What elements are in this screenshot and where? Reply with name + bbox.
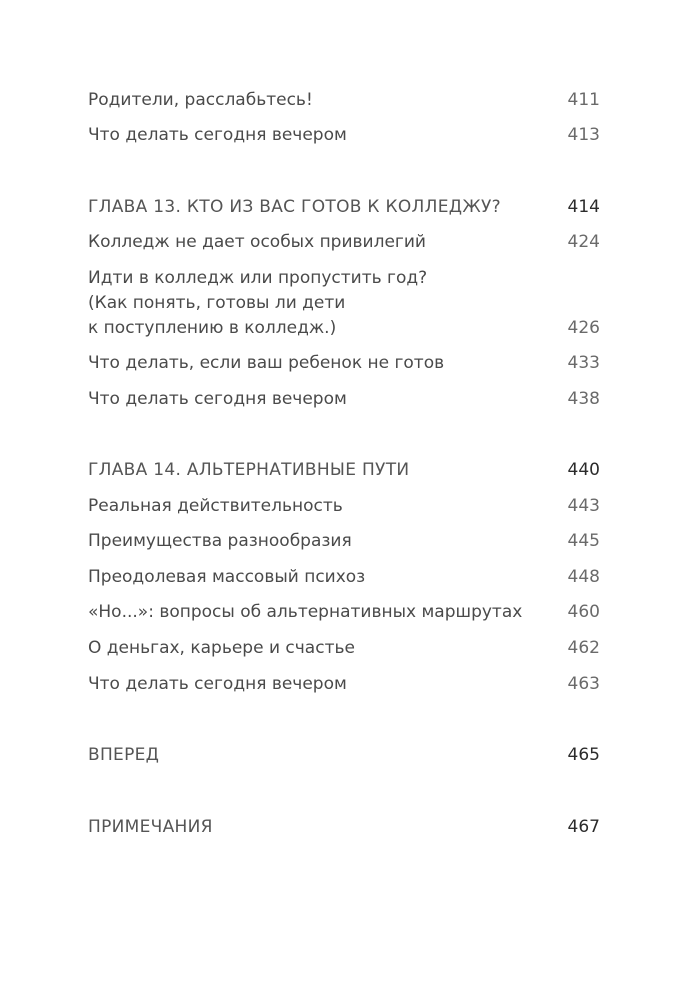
toc-entry-tonight-2 (88, 387, 600, 412)
toc-entry-title: О деньгах, карьере и счастье (88, 638, 355, 658)
toc-entry-page: 438 (567, 389, 600, 409)
toc-entry-page: 460 (567, 602, 600, 622)
toc-entry-page: 463 (567, 674, 600, 694)
toc-entry-title: Преимущества разнообразия (88, 531, 352, 551)
toc-entry-title: Идти в колледж или пропустить год? (Как понять, готовы ли дети к поступлению в колледж.) (88, 268, 428, 338)
toc-entry-page: 426 (567, 318, 600, 338)
toc-entry-mass-psychosis (88, 565, 600, 590)
toc-entry-money-career (88, 636, 600, 661)
toc-entry-title: Что делать сегодня вечером (88, 389, 347, 409)
toc-chapter-14 (88, 458, 600, 483)
toc-entry-tonight-3 (88, 672, 600, 697)
toc-chapter-13 (88, 195, 600, 220)
toc-chapter-title: ГЛАВА 14. АЛЬТЕРНАТИВНЫЕ ПУТИ (88, 460, 410, 480)
toc-chapter-page: 440 (567, 460, 600, 480)
toc-entry-diversity (88, 529, 600, 554)
toc-entry-page: 462 (567, 638, 600, 658)
toc-entry-page: 448 (567, 567, 600, 587)
toc-entry-title: Что делать сегодня вечером (88, 125, 347, 145)
toc-entry-title: Родители, расслабьтесь! (88, 90, 313, 110)
toc-entry-not-ready (88, 351, 600, 376)
toc-entry-title: Преодолевая массовый психоз (88, 567, 366, 587)
toc-entry-tonight-1 (88, 123, 600, 148)
toc-section-forward (88, 743, 600, 768)
toc-entry-page: 445 (567, 531, 600, 551)
toc-entry-page: 411 (567, 90, 600, 110)
toc-section-title: ВПЕРЕД (88, 745, 160, 765)
toc-entry-reality (88, 494, 600, 519)
toc-entry-title: Реальная действительность (88, 496, 343, 516)
toc-section-title: ПРИМЕЧАНИЯ (88, 817, 213, 837)
toc-entry-no-privileges (88, 230, 600, 255)
toc-chapter-title: ГЛАВА 13. КТО ИЗ ВАС ГОТОВ К КОЛЛЕДЖУ? (88, 197, 501, 217)
toc-entry-but-questions (88, 600, 600, 625)
toc-section-notes (88, 815, 600, 840)
toc-entry-title: Что делать сегодня вечером (88, 674, 347, 694)
toc-chapter-page: 414 (567, 197, 600, 217)
table-of-contents (88, 0, 600, 1000)
toc-entry-title: Колледж не дает особых привилегий (88, 232, 426, 252)
toc-entry-page: 413 (567, 125, 600, 145)
toc-entry-page: 443 (567, 496, 600, 516)
toc-section-page: 467 (567, 817, 600, 837)
toc-section-page: 465 (567, 745, 600, 765)
toc-entry-gap-year (88, 266, 600, 341)
toc-entry-parents-relax (88, 88, 600, 113)
toc-entry-title: Что делать, если ваш ребенок не готов (88, 353, 445, 373)
toc-entry-page: 424 (567, 232, 600, 252)
toc-entry-page: 433 (567, 353, 600, 373)
toc-entry-title: «Но...»: вопросы об альтернативных маршрутах (88, 602, 523, 622)
